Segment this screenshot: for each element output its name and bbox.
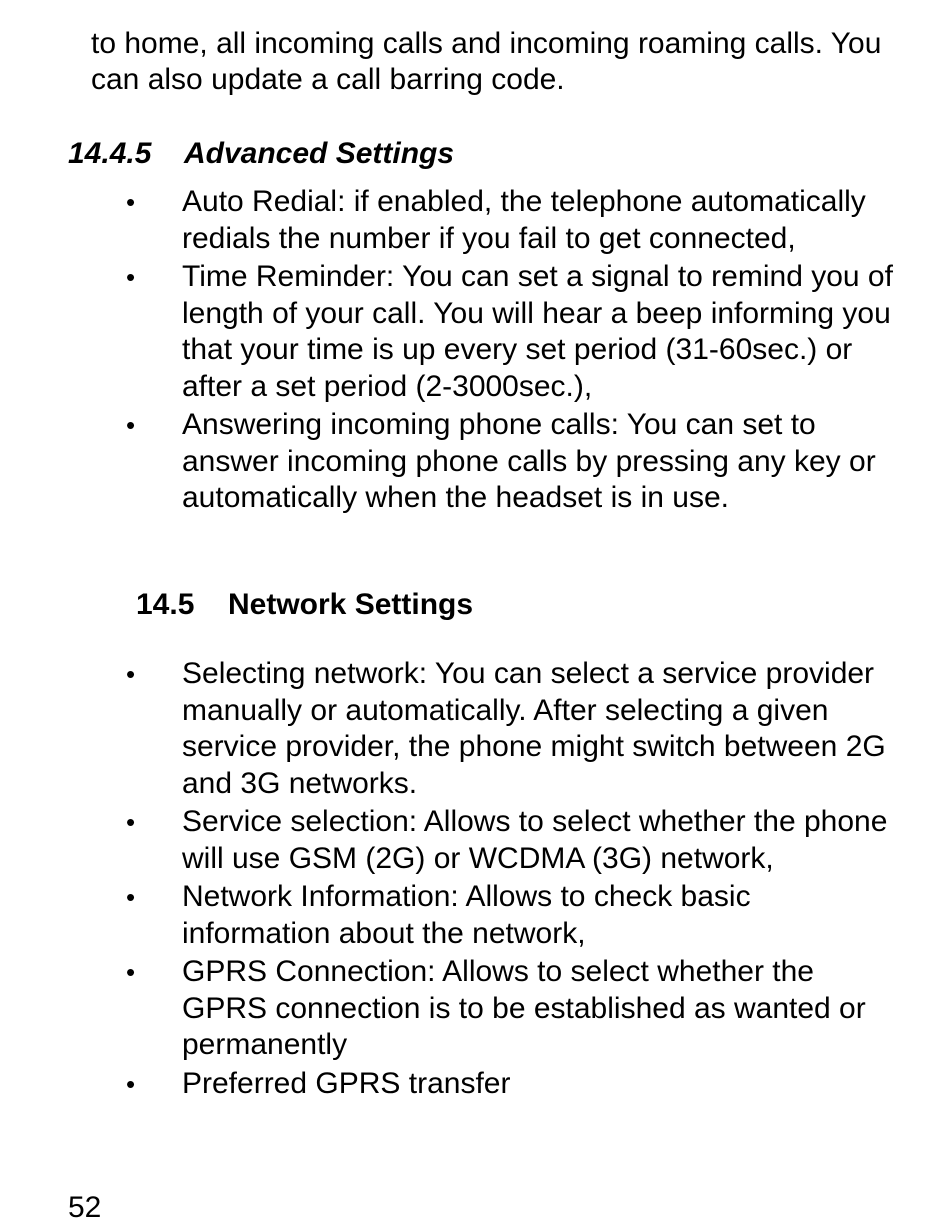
bullet-icon: • xyxy=(126,659,136,689)
list-item-selecting-network xyxy=(0,656,950,802)
list-item-answering-calls xyxy=(0,407,950,517)
list-item-gprs-connection xyxy=(0,954,950,1064)
page-number: 52 xyxy=(68,1191,102,1224)
advanced-settings-title: Advanced Settings xyxy=(184,137,455,170)
advanced-settings-heading xyxy=(68,136,454,172)
list-item-network-information xyxy=(0,879,950,952)
list-item-service-selection xyxy=(0,804,950,877)
network-settings-title: Network Settings xyxy=(228,588,474,621)
bullet-icon: • xyxy=(126,410,136,440)
list-item-text: Service selection: Allows to select whether the phone will use GSM (2G) or WCDMA (3G) network, xyxy=(182,805,888,875)
bullet-icon: • xyxy=(126,1068,136,1099)
list-item-text: Selecting network: You can select a service provider manually or automatically. After selecting a given service provider, the phone might switch between 2G and 3G networks. xyxy=(182,657,886,800)
network-settings-list xyxy=(0,656,950,1104)
list-item-text: Network Information: Allows to check basic information about the network, xyxy=(182,880,751,950)
bullet-icon: • xyxy=(126,807,136,837)
list-item-text: Answering incoming phone calls: You can set to answer incoming phone calls by pressing any key or automatically when the headset is in use. xyxy=(182,408,876,514)
list-item-text: GPRS Connection: Allows to select whether the GPRS connection is to be established as wanted or permanently xyxy=(182,955,866,1061)
list-item-preferred-gprs xyxy=(0,1066,950,1103)
advanced-settings-list xyxy=(0,184,950,519)
list-item-text: Preferred GPRS transfer xyxy=(182,1066,511,1100)
list-item-time-reminder xyxy=(0,259,950,405)
network-settings-number: 14.5 xyxy=(136,588,195,621)
bullet-icon: • xyxy=(126,262,136,292)
bullet-icon: • xyxy=(126,882,136,912)
list-item-text: Auto Redial: if enabled, the telephone automatically redials the number if you fail to get connected, xyxy=(182,185,866,255)
intro-paragraph: to home, all incoming calls and incoming roaming calls. You can also update a call barring code. xyxy=(91,27,882,96)
list-item-auto-redial xyxy=(0,184,950,257)
list-item-text: Time Reminder: You can set a signal to remind you of length of your call. You will hear a beep informing you that your time is up every set period (31-60sec.) or after a set period (2-3000sec.), xyxy=(182,260,893,403)
bullet-icon: • xyxy=(126,957,136,987)
advanced-settings-number: 14.4.5 xyxy=(68,137,152,170)
network-settings-heading xyxy=(136,587,473,623)
bullet-icon: • xyxy=(126,187,136,217)
